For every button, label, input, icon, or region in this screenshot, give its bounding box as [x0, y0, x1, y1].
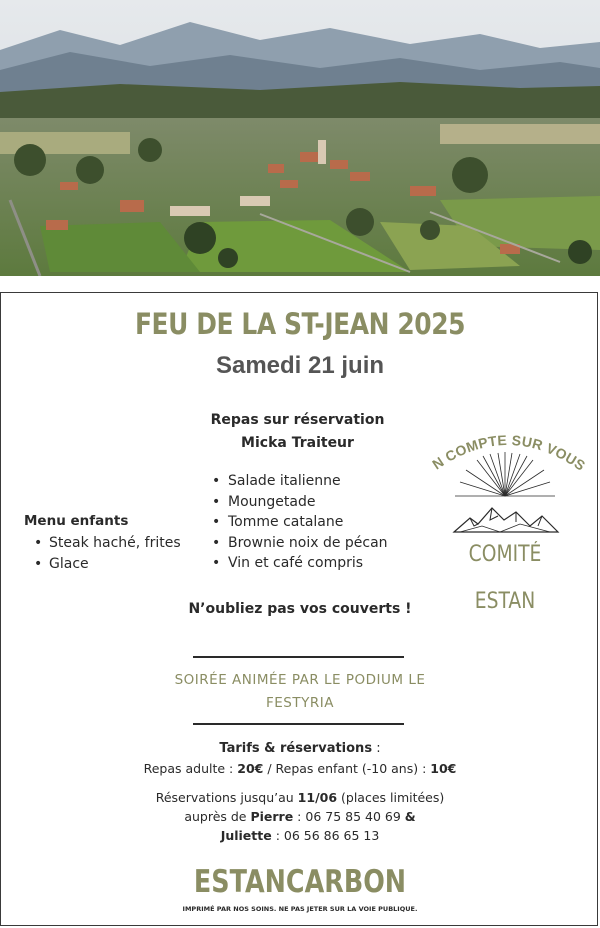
sunrise-icon	[455, 452, 555, 496]
pricing-heading	[0, 741, 600, 756]
aerial-village-photo	[0, 0, 600, 276]
contact-ampersand: &	[404, 809, 416, 824]
contact1-phone: : 06 75 85 40 69	[293, 809, 405, 824]
reservation-prefix: Réservations jusqu’au	[155, 790, 298, 805]
print-notice: IMPRIMÉ PAR NOS SOINS. NE PAS JETER SUR LA VOIE PUBLIQUE.	[182, 905, 418, 913]
list-item: • Vin et café compris	[212, 553, 388, 574]
child-label: Repas enfant (-10 ans) :	[275, 761, 431, 776]
list-item: • Tomme catalane	[212, 512, 388, 533]
list-item: • Brownie noix de pécan	[212, 533, 388, 554]
reservation-contact-line2	[0, 828, 600, 843]
logo-arc-textpath: N COMPTE SUR VOUS	[429, 431, 589, 474]
evening-entertainment-line2: FESTYRIA	[266, 695, 334, 711]
caterer-name: Micka Traiteur	[241, 435, 354, 451]
divider	[193, 656, 404, 658]
evening-entertainment-line1: SOIRÉE ANIMÉE PAR LE PODIUM LE	[174, 672, 426, 688]
reservation-suffix: (places limitées)	[337, 790, 445, 805]
list-item: • Moungetade	[212, 492, 388, 513]
meal-reservation-heading: Repas sur réservation	[210, 412, 385, 428]
pricing-heading-colon: :	[372, 741, 381, 756]
reservation-contact-line1	[0, 809, 600, 824]
child-price: 10€	[430, 761, 457, 776]
contact2-name: Juliette	[220, 828, 272, 843]
adult-price: 20€	[237, 761, 264, 776]
contact2-phone: : 06 56 86 65 13	[271, 828, 380, 843]
meal-menu-list	[212, 471, 388, 574]
list-item: • Steak haché, frites	[34, 533, 181, 554]
logo-comite-text: COMITÉ	[468, 542, 542, 567]
cutlery-reminder: N’oubliez pas vos couverts !	[188, 601, 412, 617]
adult-label: Repas adulte :	[143, 761, 238, 776]
pricing-line	[0, 761, 600, 776]
town-name: ESTANCARBON	[193, 864, 407, 900]
kids-menu-title: Menu enfants	[24, 513, 129, 529]
mountains-icon	[454, 508, 558, 532]
contact-prefix: auprès de	[184, 809, 251, 824]
contact1-name: Pierre	[250, 809, 294, 824]
kids-menu-list	[34, 533, 181, 575]
reservation-deadline: 11/06	[297, 790, 338, 805]
reservation-deadline-line	[0, 790, 600, 805]
pricing-heading-label: Tarifs & réservations	[219, 741, 373, 756]
list-item: • Glace	[34, 554, 181, 575]
event-title: FEU DE LA ST-JEAN 2025	[134, 307, 466, 341]
logo-arc-text	[420, 420, 588, 474]
price-separator: /	[263, 761, 276, 776]
logo-estan-text: ESTAN	[474, 589, 536, 614]
list-item: • Salade italienne	[212, 471, 388, 492]
divider	[193, 723, 404, 725]
event-date: Samedi 21 juin	[215, 352, 385, 379]
